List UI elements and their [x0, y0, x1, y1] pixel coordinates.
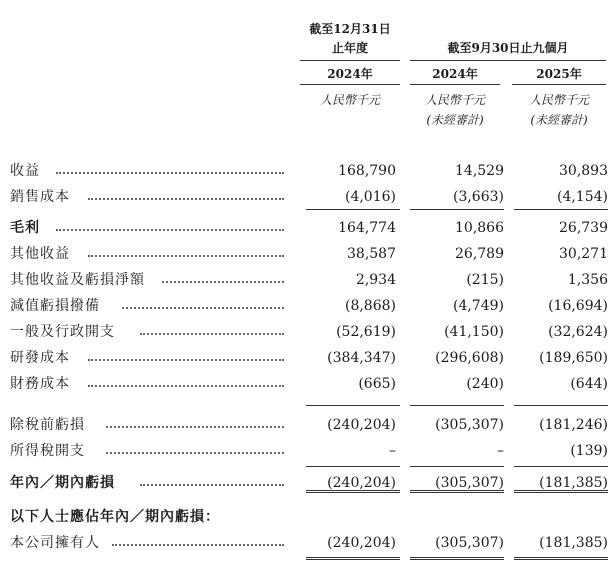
group1-title-line1: 截至12月31日 — [309, 22, 391, 36]
col3-note: (未經審計) — [530, 113, 588, 127]
row-value-2024-9m: (305,307) — [435, 417, 504, 433]
table-row — [0, 160, 612, 182]
row-value-2024-fy: (240,204) — [327, 417, 396, 433]
row-label: 毛利 — [10, 220, 40, 236]
row-leader-dots — [140, 333, 284, 335]
row-value-2025-9m: (181,385) — [539, 475, 608, 491]
row-leader-dots — [88, 198, 284, 200]
row-value-2025-9m: 30,271 — [559, 246, 608, 262]
table-row — [0, 373, 612, 395]
row-value-2025-9m: (32,624) — [548, 324, 608, 340]
rule-after-finance-cost-c1 — [306, 405, 400, 406]
row-leader-dots — [56, 229, 284, 231]
row-value-2024-9m: (296,608) — [435, 350, 504, 366]
row-value-2024-9m: (4,749) — [452, 298, 504, 314]
owner-row-leader-dots — [112, 544, 284, 546]
table-row — [0, 217, 612, 239]
row-value-2024-9m: (240) — [466, 376, 504, 392]
row-label: 所得稅開支 — [10, 443, 85, 459]
table-row — [0, 414, 612, 436]
row-value-2024-fy: (8,868) — [344, 298, 396, 314]
rule-after-finance-cost-c2 — [410, 405, 504, 406]
owner-row-value-2024-fy: (240,204) — [327, 535, 396, 551]
row-leader-dots — [88, 255, 284, 257]
row-leader-dots — [88, 385, 284, 387]
double-rule-loss-c2 — [410, 490, 504, 493]
row-value-2024-fy: (384,347) — [327, 350, 396, 366]
owner-row-label: 本公司擁有人 — [10, 535, 100, 551]
col1-year-rule — [300, 84, 400, 85]
rule-after-cost-of-sales-c1 — [306, 209, 400, 210]
col3-year: 2025年 — [536, 67, 582, 81]
row-value-2024-fy: (52,619) — [336, 324, 396, 340]
row-leader-dots — [88, 359, 284, 361]
row-value-2024-fy: (4,016) — [344, 189, 396, 205]
row-value-2024-9m: 10,866 — [455, 220, 504, 236]
rule-after-cost-of-sales-c3 — [514, 209, 608, 210]
col2-year-rule — [410, 84, 500, 85]
row-leader-dots — [56, 172, 284, 174]
double-rule-loss-c1 — [306, 490, 400, 493]
row-value-2025-9m: 1,356 — [567, 272, 608, 288]
rule-after-income-tax-c3 — [514, 466, 608, 467]
owner-row — [0, 532, 612, 554]
row-value-2024-9m: (3,663) — [452, 189, 504, 205]
table-row — [0, 186, 612, 208]
row-value-2025-9m: (139) — [570, 443, 608, 459]
row-label: 其他收益及虧損淨額 — [10, 272, 145, 288]
owner-row-value-2025-9m: (181,385) — [539, 535, 608, 551]
row-value-2024-fy: 2,934 — [355, 272, 396, 288]
row-label: 研發成本 — [10, 350, 70, 366]
col1-unit: 人民幣千元 — [319, 93, 380, 107]
double-rule-owner-c2 — [410, 557, 504, 560]
row-label: 除稅前虧損 — [10, 417, 85, 433]
col1-year: 2024年 — [327, 67, 373, 81]
row-value-2024-9m: 26,789 — [455, 246, 504, 262]
row-value-2025-9m: (644) — [570, 376, 608, 392]
group2-header-rule — [410, 60, 606, 61]
col2-note: (未經審計) — [426, 113, 484, 127]
row-value-2024-9m: (215) — [466, 272, 504, 288]
group2-title: 截至9月30日止九個月 — [447, 41, 569, 55]
row-leader-dots — [106, 426, 284, 428]
row-label: 收益 — [10, 163, 40, 179]
row-value-2025-9m: 26,739 — [559, 220, 608, 236]
row-value-2024-fy: (240,204) — [327, 475, 396, 491]
row-leader-dots — [140, 484, 284, 486]
row-label: 一般及行政開支 — [10, 324, 115, 340]
col3-unit: 人民幣千元 — [528, 93, 589, 107]
rule-after-cost-of-sales-c2 — [410, 209, 504, 210]
table-row — [0, 269, 612, 291]
row-leader-dots — [162, 281, 284, 283]
row-value-2025-9m: (189,650) — [539, 350, 608, 366]
row-value-2024-9m: 14,529 — [455, 163, 504, 179]
double-rule-loss-c3 — [514, 490, 608, 493]
group1-title-line2: 止年度 — [331, 41, 368, 55]
row-value-2024-fy: (665) — [358, 376, 396, 392]
row-value-2024-fy: 38,587 — [347, 246, 396, 262]
table-row — [0, 321, 612, 343]
group1-header-rule — [300, 60, 400, 61]
rule-after-finance-cost-c3 — [514, 405, 608, 406]
row-value-2025-9m: 30,893 — [559, 163, 608, 179]
row-label: 銷售成本 — [10, 189, 70, 205]
row-value-2025-9m: (181,246) — [539, 417, 608, 433]
col3-year-rule — [512, 84, 606, 85]
attribution-heading: 以下人士應佔年內／期內虧損： — [10, 509, 220, 525]
table-row — [0, 347, 612, 369]
table-row — [0, 440, 612, 462]
row-value-2025-9m: (4,154) — [556, 189, 608, 205]
row-label: 年內／期內虧損 — [10, 475, 115, 491]
row-value-2024-9m: (305,307) — [435, 475, 504, 491]
row-value-2024-fy: 164,774 — [338, 220, 396, 236]
double-rule-owner-c1 — [306, 557, 400, 560]
row-leader-dots — [122, 307, 284, 309]
row-value-2024-9m: (41,150) — [444, 324, 504, 340]
row-label: 減值虧損撥備 — [10, 298, 100, 314]
rule-after-income-tax-c2 — [410, 466, 504, 467]
row-label: 財務成本 — [10, 376, 70, 392]
row-label: 其他收益 — [10, 246, 70, 262]
row-value-2024-fy: 168,790 — [338, 163, 396, 179]
col2-unit: 人民幣千元 — [424, 93, 485, 107]
table-row — [0, 295, 612, 317]
table-row — [0, 243, 612, 265]
row-value-2024-9m: – — [497, 443, 504, 459]
row-value-2024-fy: – — [389, 443, 396, 459]
col2-year: 2024年 — [432, 67, 478, 81]
row-leader-dots — [106, 452, 284, 454]
row-value-2025-9m: (16,694) — [548, 298, 608, 314]
rule-after-income-tax-c1 — [306, 466, 400, 467]
owner-row-value-2024-9m: (305,307) — [435, 535, 504, 551]
double-rule-owner-c3 — [514, 557, 608, 560]
